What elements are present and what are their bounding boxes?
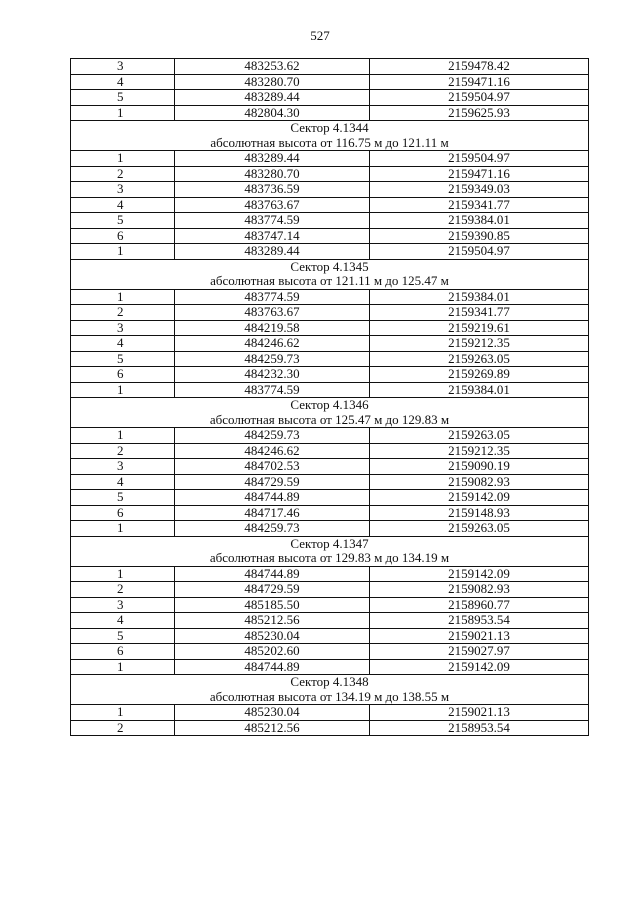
table-row (71, 367, 589, 383)
y-coordinate-cell: 2159021.13 (370, 705, 589, 721)
point-number-cell: 2 (71, 305, 175, 321)
point-number-cell: 4 (71, 197, 175, 213)
sector-title: Сектор 4.1348 (71, 675, 589, 690)
table-row (71, 105, 589, 121)
y-coordinate-cell: 2158953.54 (370, 613, 589, 629)
point-number-cell: 2 (71, 443, 175, 459)
y-coordinate-cell: 2159142.09 (370, 490, 589, 506)
y-coordinate-cell: 2159625.93 (370, 105, 589, 121)
y-coordinate-cell: 2159212.35 (370, 443, 589, 459)
sector-header-row (71, 259, 589, 274)
point-number-cell: 1 (71, 151, 175, 167)
table-row (71, 213, 589, 229)
y-coordinate-cell: 2159263.05 (370, 428, 589, 444)
y-coordinate-cell: 2159090.19 (370, 459, 589, 475)
sector-altitude: абсолютная высота от 134.19 м до 138.55 м (71, 690, 589, 705)
sector-header-row (71, 675, 589, 690)
y-coordinate-cell: 2159384.01 (370, 382, 589, 398)
x-coordinate-cell: 483747.14 (175, 228, 370, 244)
point-number-cell: 3 (71, 459, 175, 475)
x-coordinate-cell: 483736.59 (175, 182, 370, 198)
point-number-cell: 2 (71, 720, 175, 736)
point-number-cell: 1 (71, 566, 175, 582)
y-coordinate-cell: 2159212.35 (370, 336, 589, 352)
x-coordinate-cell: 484259.73 (175, 351, 370, 367)
table-row (71, 566, 589, 582)
point-number-cell: 2 (71, 582, 175, 598)
x-coordinate-cell: 483289.44 (175, 244, 370, 260)
sector-altitude: абсолютная высота от 121.11 м до 125.47 м (71, 274, 589, 289)
x-coordinate-cell: 484246.62 (175, 336, 370, 352)
x-coordinate-cell: 484744.89 (175, 490, 370, 506)
table-row (71, 305, 589, 321)
y-coordinate-cell: 2159148.93 (370, 505, 589, 521)
sector-title: Сектор 4.1346 (71, 398, 589, 413)
table-row (71, 720, 589, 736)
point-number-cell: 6 (71, 367, 175, 383)
point-number-cell: 5 (71, 628, 175, 644)
point-number-cell: 1 (71, 382, 175, 398)
point-number-cell: 1 (71, 289, 175, 305)
y-coordinate-cell: 2159027.97 (370, 644, 589, 660)
table-row (71, 644, 589, 660)
y-coordinate-cell: 2159341.77 (370, 305, 589, 321)
table-row (71, 228, 589, 244)
sector-altitude: абсолютная высота от 125.47 м до 129.83 м (71, 413, 589, 428)
y-coordinate-cell: 2158953.54 (370, 720, 589, 736)
y-coordinate-cell: 2159082.93 (370, 474, 589, 490)
y-coordinate-cell: 2159269.89 (370, 367, 589, 383)
point-number-cell: 6 (71, 644, 175, 660)
y-coordinate-cell: 2159142.09 (370, 566, 589, 582)
x-coordinate-cell: 483774.59 (175, 382, 370, 398)
x-coordinate-cell: 483774.59 (175, 213, 370, 229)
point-number-cell: 3 (71, 59, 175, 75)
y-coordinate-cell: 2159384.01 (370, 213, 589, 229)
table-row (71, 197, 589, 213)
sector-altitude-row (71, 690, 589, 705)
sector-altitude-row (71, 413, 589, 428)
x-coordinate-cell: 484729.59 (175, 582, 370, 598)
point-number-cell: 5 (71, 351, 175, 367)
x-coordinate-cell: 485202.60 (175, 644, 370, 660)
table-row (71, 166, 589, 182)
table-row (71, 382, 589, 398)
point-number-cell: 1 (71, 521, 175, 537)
y-coordinate-cell: 2159478.42 (370, 59, 589, 75)
sector-header-row (71, 536, 589, 551)
point-number-cell: 1 (71, 244, 175, 260)
x-coordinate-cell: 485185.50 (175, 597, 370, 613)
y-coordinate-cell: 2159263.05 (370, 521, 589, 537)
sector-altitude-row (71, 136, 589, 151)
x-coordinate-cell: 483289.44 (175, 151, 370, 167)
x-coordinate-cell: 485230.04 (175, 628, 370, 644)
table-row (71, 351, 589, 367)
y-coordinate-cell: 2159504.97 (370, 244, 589, 260)
x-coordinate-cell: 483763.67 (175, 305, 370, 321)
point-number-cell: 2 (71, 166, 175, 182)
sector-title: Сектор 4.1344 (71, 121, 589, 136)
y-coordinate-cell: 2159219.61 (370, 320, 589, 336)
sector-header-row (71, 398, 589, 413)
table-row (71, 521, 589, 537)
x-coordinate-cell: 483253.62 (175, 59, 370, 75)
point-number-cell: 4 (71, 336, 175, 352)
point-number-cell: 3 (71, 320, 175, 336)
x-coordinate-cell: 484246.62 (175, 443, 370, 459)
table-row (71, 459, 589, 475)
point-number-cell: 3 (71, 182, 175, 198)
x-coordinate-cell: 483280.70 (175, 74, 370, 90)
table-row (71, 74, 589, 90)
y-coordinate-cell: 2159471.16 (370, 74, 589, 90)
y-coordinate-cell: 2159504.97 (370, 151, 589, 167)
y-coordinate-cell: 2159471.16 (370, 166, 589, 182)
x-coordinate-cell: 484702.53 (175, 459, 370, 475)
point-number-cell: 5 (71, 90, 175, 106)
table-row (71, 443, 589, 459)
table-row (71, 336, 589, 352)
x-coordinate-cell: 483763.67 (175, 197, 370, 213)
x-coordinate-cell: 484259.73 (175, 521, 370, 537)
table-row (71, 659, 589, 675)
y-coordinate-cell: 2159349.03 (370, 182, 589, 198)
y-coordinate-cell: 2159263.05 (370, 351, 589, 367)
point-number-cell: 1 (71, 428, 175, 444)
table-row (71, 597, 589, 613)
table-row (71, 289, 589, 305)
point-number-cell: 1 (71, 659, 175, 675)
point-number-cell: 1 (71, 105, 175, 121)
point-number-cell: 1 (71, 705, 175, 721)
table-row (71, 151, 589, 167)
point-number-cell: 5 (71, 213, 175, 229)
y-coordinate-cell: 2159504.97 (370, 90, 589, 106)
sector-altitude: абсолютная высота от 116.75 м до 121.11 м (71, 136, 589, 151)
coordinates-table-body (71, 59, 589, 736)
table-row (71, 428, 589, 444)
x-coordinate-cell: 484744.89 (175, 659, 370, 675)
sector-altitude-row (71, 274, 589, 289)
x-coordinate-cell: 485230.04 (175, 705, 370, 721)
table-row (71, 490, 589, 506)
y-coordinate-cell: 2159390.85 (370, 228, 589, 244)
table-row (71, 582, 589, 598)
x-coordinate-cell: 484259.73 (175, 428, 370, 444)
x-coordinate-cell: 485212.56 (175, 613, 370, 629)
table-row (71, 505, 589, 521)
table-row (71, 59, 589, 75)
point-number-cell: 4 (71, 613, 175, 629)
table-row (71, 628, 589, 644)
y-coordinate-cell: 2159082.93 (370, 582, 589, 598)
point-number-cell: 6 (71, 228, 175, 244)
sector-altitude: абсолютная высота от 129.83 м до 134.19 м (71, 551, 589, 566)
table-row (71, 182, 589, 198)
table-row (71, 705, 589, 721)
x-coordinate-cell: 483774.59 (175, 289, 370, 305)
sector-title: Сектор 4.1345 (71, 259, 589, 274)
table-row (71, 320, 589, 336)
table-row (71, 90, 589, 106)
table-row (71, 244, 589, 260)
x-coordinate-cell: 485212.56 (175, 720, 370, 736)
x-coordinate-cell: 484717.46 (175, 505, 370, 521)
y-coordinate-cell: 2158960.77 (370, 597, 589, 613)
x-coordinate-cell: 483289.44 (175, 90, 370, 106)
y-coordinate-cell: 2159341.77 (370, 197, 589, 213)
point-number-cell: 3 (71, 597, 175, 613)
x-coordinate-cell: 484232.30 (175, 367, 370, 383)
sector-title: Сектор 4.1347 (71, 536, 589, 551)
point-number-cell: 5 (71, 490, 175, 506)
sector-altitude-row (71, 551, 589, 566)
point-number-cell: 4 (71, 74, 175, 90)
x-coordinate-cell: 484729.59 (175, 474, 370, 490)
point-number-cell: 6 (71, 505, 175, 521)
x-coordinate-cell: 484744.89 (175, 566, 370, 582)
sector-header-row (71, 121, 589, 136)
x-coordinate-cell: 484219.58 (175, 320, 370, 336)
y-coordinate-cell: 2159142.09 (370, 659, 589, 675)
page-number: 527 (310, 28, 330, 43)
x-coordinate-cell: 483280.70 (175, 166, 370, 182)
table-row (71, 474, 589, 490)
y-coordinate-cell: 2159384.01 (370, 289, 589, 305)
point-number-cell: 4 (71, 474, 175, 490)
table-row (71, 613, 589, 629)
y-coordinate-cell: 2159021.13 (370, 628, 589, 644)
coordinates-table (70, 58, 589, 736)
x-coordinate-cell: 482804.30 (175, 105, 370, 121)
